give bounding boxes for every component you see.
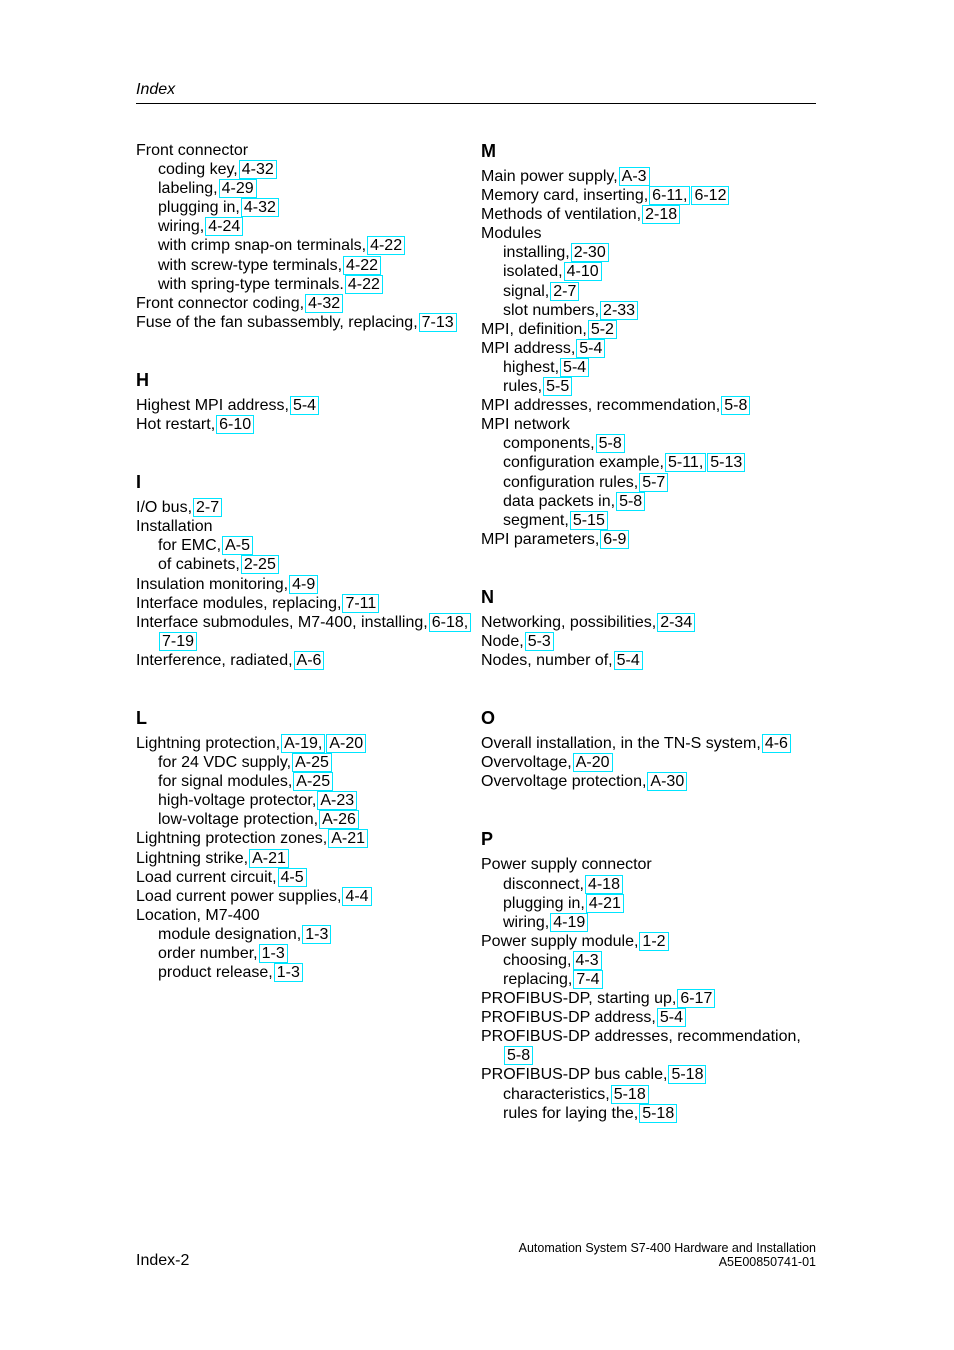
index-term: for signal modules, [158,773,293,791]
index-term: of cabinets, [158,556,240,574]
page-reference-link[interactable]: 5-18 [668,1065,706,1084]
index-entry [481,989,821,1008]
index-entry [136,868,476,887]
index-entry [481,415,821,434]
index-term: with screw-type terminals, [158,256,343,274]
index-term: Load current power supplies, [136,887,342,905]
page-reference-link[interactable]: A-21 [328,829,368,848]
page-reference-link[interactable]: 7-13 [419,313,457,332]
index-term: Fuse of the fan subassembly, replacing, [136,313,418,331]
page-reference-link[interactable]: 4-9 [289,575,318,594]
page-reference-link[interactable]: 6-12 [691,186,729,205]
index-letter-heading: I [136,472,142,493]
index-term: order number, [158,945,258,962]
index-term: for 24 VDC supply, [158,754,292,772]
page-reference-link[interactable]: 4-32 [239,160,277,179]
index-term: module designation, [158,925,302,943]
page-reference-link[interactable]: 2-33 [600,301,638,320]
index-term: replacing, [503,971,573,988]
index-term: Highest MPI address, [136,396,289,414]
index-entry [136,217,476,236]
index-term: data packets in, [503,492,616,510]
index-entry [481,434,821,453]
index-entry [481,632,821,651]
index-entry [136,632,476,651]
index-entry [481,511,821,530]
index-entry [481,339,821,358]
index-entry [481,301,821,320]
index-entry [481,913,821,932]
index-term: PROFIBUS-DP bus cable, [481,1066,668,1084]
page-reference-link[interactable]: 5-15 [570,511,608,530]
index-term: Modules [481,225,542,243]
index-entry [481,377,821,396]
index-entry [136,536,476,555]
index-entry [136,963,476,982]
index-term: PROFIBUS-DP, starting up, [481,990,677,1008]
index-entry [481,613,821,632]
index-entry [481,473,821,492]
index-entry [136,810,476,829]
spacer [136,332,476,370]
index-entry [136,594,476,613]
index-entry [481,530,821,549]
index-entry [136,734,476,753]
page-reference-link[interactable]: 4-18 [585,875,623,894]
index-entry [136,887,476,906]
index-term: Power supply module, [481,932,639,950]
page-reference-link[interactable]: 7-19 [159,632,197,651]
index-term: Overvoltage protection, [481,773,647,791]
page-reference-link[interactable]: 1-3 [302,925,331,944]
index-letter-heading: N [481,586,494,607]
spacer [481,549,821,587]
index-column-left [136,141,476,982]
index-entry [481,894,821,913]
index-term: with crimp snap-on terminals, [158,237,367,255]
index-entry [136,396,476,415]
running-header: Index [136,81,176,98]
index-entry [481,1065,821,1084]
index-term: disconnect, [503,875,584,893]
index-term: plugging in, [158,199,240,217]
page-reference-link[interactable]: A-3 [619,167,650,186]
page-reference-link[interactable]: 4-32 [305,294,343,313]
index-term: Location, M7-400 [136,906,260,924]
index-term: signal, [503,282,550,300]
index-term: isolated, [503,263,563,281]
page-reference-link[interactable]: 5-11, [665,453,706,472]
index-entry [136,275,476,294]
index-term: plugging in, [503,894,585,912]
index-term: product release, [158,964,273,982]
index-entry [481,1104,821,1123]
index-entry [136,517,476,536]
index-term: coding key, [158,161,238,179]
page-reference-link[interactable]: 5-4 [560,358,589,377]
index-term: I/O bus, [136,499,193,517]
page-reference-link[interactable]: 2-7 [550,282,579,301]
page-reference-link[interactable]: 4-3 [573,951,602,970]
index-term: Methods of ventilation, [481,206,642,224]
index-term: highest, [503,358,560,376]
page-reference-link[interactable]: A-5 [222,536,253,555]
index-entry [136,944,476,963]
index-letter-heading: M [481,141,496,161]
index-entry [481,932,821,951]
index-entry [481,1046,821,1065]
page-reference-link[interactable]: 1-2 [639,932,668,951]
index-entry [136,198,476,217]
index-term: PROFIBUS-DP address, [481,1009,656,1027]
publication-title: Automation System S7-400 Hardware and Installation [518,1241,816,1255]
index-column-right [481,141,821,1123]
index-entry [481,734,821,753]
page-reference-link[interactable]: 5-13 [707,453,745,472]
index-entry [136,772,476,791]
page-reference-link[interactable]: 2-25 [241,555,279,574]
index-entry [481,453,821,472]
page-reference-link[interactable]: A-25 [292,753,332,772]
index-entry [136,141,476,160]
index-entry [481,358,821,377]
page-reference-link[interactable]: 4-32 [241,198,279,217]
index-term: MPI parameters, [481,530,600,548]
index-entry [481,243,821,262]
index-entry [481,951,821,970]
page-reference-link[interactable]: 4-5 [278,868,307,887]
index-term: installing, [503,244,570,262]
index-entry [481,224,821,243]
index-entry [136,849,476,868]
index-entry [481,651,821,670]
page-reference-link[interactable]: 2-30 [571,243,609,262]
index-entry [136,791,476,810]
page-reference-link[interactable]: 4-4 [342,887,371,906]
page-reference-link[interactable]: 4-22 [367,236,405,255]
page-reference-link[interactable]: 4-21 [586,894,624,913]
index-term: rules, [503,378,543,396]
page-reference-link[interactable]: 5-4 [657,1008,686,1027]
index-term: PROFIBUS-DP addresses, recommendation, [481,1028,801,1046]
index-term: Overvoltage, [481,754,572,772]
index-entry [136,906,476,925]
index-entry [481,262,821,281]
page-reference-link[interactable]: 5-4 [576,339,605,358]
index-entry [481,167,821,186]
index-term: characteristics, [503,1085,610,1103]
index-term: Power supply connector [481,856,652,874]
page-reference-link[interactable]: 5-8 [504,1046,533,1065]
index-term: with spring-type terminals. [158,275,344,293]
spacer [481,791,821,829]
index-term: labeling, [158,180,218,198]
page-reference-link[interactable]: 4-29 [219,179,257,198]
index-entry [136,256,476,275]
page-reference-link[interactable]: 7-4 [573,970,602,989]
index-term: wiring, [158,218,205,236]
index-term: Lightning protection zones, [136,830,328,848]
index-letter-heading: L [136,707,147,728]
page-reference-link[interactable]: 5-7 [639,473,668,492]
page-reference-link[interactable]: 5-18 [611,1085,649,1104]
index-term: Interface submodules, M7-400, installing, [136,613,428,631]
index-term: Installation [136,518,213,536]
index-term: MPI address, [481,339,576,357]
index-entry [481,855,821,874]
index-entry [136,575,476,594]
spacer [136,670,476,708]
index-entry [136,179,476,198]
index-entry [136,925,476,944]
index-term: segment, [503,511,569,529]
index-term: Insulation monitoring, [136,575,289,593]
page-reference-link[interactable]: 4-22 [345,275,383,294]
page-reference-link[interactable]: A-23 [317,791,357,810]
page-reference-link[interactable]: 5-3 [525,632,554,651]
page-reference-link[interactable]: 6-18, [429,613,471,632]
index-letter-heading: P [481,829,494,850]
page-reference-link[interactable]: 5-4 [290,396,319,415]
page-reference-link[interactable]: 5-4 [614,651,643,670]
page-reference-link[interactable]: 6-10 [216,415,254,434]
index-term: configuration example, [503,454,664,472]
order-number: A5E00850741-01 [718,1255,816,1269]
page-reference-link[interactable]: A-21 [249,849,289,868]
index-term: MPI network [481,416,570,434]
page-reference-link[interactable]: 2-34 [657,613,695,632]
index-term: Main power supply, [481,168,618,185]
page-reference-link[interactable]: A-25 [293,772,333,791]
index-term: configuration rules, [503,473,639,491]
page-reference-link[interactable]: 4-24 [205,217,243,236]
index-term: MPI addresses, recommendation, [481,397,721,415]
index-entry [136,753,476,772]
page-reference-link[interactable]: 2-18 [642,205,680,224]
index-entry [481,282,821,301]
page-reference-link[interactable]: 2-7 [193,498,222,517]
index-entry [136,313,476,332]
index-entry [481,1008,821,1027]
page-reference-link[interactable]: 4-22 [343,256,381,275]
page-reference-link[interactable]: 4-10 [564,262,602,281]
index-entry [481,186,821,205]
page-reference-link[interactable]: 5-8 [721,396,750,415]
page-reference-link[interactable]: 5-18 [639,1104,677,1123]
header-rule [136,103,816,104]
page-reference-link[interactable]: A-19, [281,734,325,753]
page-reference-link[interactable]: 5-8 [616,492,645,511]
page-reference-link[interactable]: A-6 [294,651,325,670]
index-entry [481,396,821,415]
index-term: Nodes, number of, [481,652,613,670]
index-term: components, [503,435,595,453]
index-entry [481,320,821,339]
index-term: for EMC, [158,537,222,555]
index-term: Overall installation, in the TN-S system, [481,735,761,753]
page-number: Index-2 [136,1252,190,1269]
page-reference-link[interactable]: 5-8 [596,434,625,453]
index-term: Load current circuit, [136,868,277,886]
index-entry [481,205,821,224]
index-entry [136,294,476,313]
index-entry [136,555,476,574]
index-entry [481,753,821,772]
index-entry [136,613,476,632]
index-term: wiring, [503,913,550,931]
spacer [481,670,821,708]
index-term: choosing, [503,951,572,969]
index-letter-heading: H [136,369,149,390]
page-reference-link[interactable]: A-26 [319,810,359,829]
index-entry [136,415,476,434]
index-term: slot numbers, [503,301,600,319]
index-entry [136,829,476,848]
page-reference-link[interactable]: 1-3 [259,944,288,963]
page-reference-link[interactable]: 7-11 [342,594,379,613]
spacer [136,434,476,472]
index-entry [136,498,476,517]
page-reference-link[interactable]: A-20 [573,753,613,772]
index-term: Front connector coding, [136,294,305,312]
index-entry [136,236,476,255]
index-term: Memory card, inserting, [481,187,649,205]
page-reference-link[interactable]: 6-11, [649,186,690,205]
page-reference-link[interactable]: 5-5 [543,377,572,396]
index-term: Interface modules, replacing, [136,594,342,612]
page-reference-link[interactable]: A-20 [326,734,366,753]
index-term: Lightning strike, [136,849,249,867]
index-term: Lightning protection, [136,734,281,752]
footer-publication-info [519,1241,816,1269]
page-reference-link[interactable]: A-30 [647,772,687,791]
page-reference-link[interactable]: 4-19 [550,913,588,932]
index-entry [481,875,821,894]
index-term: low-voltage protection, [158,811,319,829]
index-entry [481,772,821,791]
index-entry [136,160,476,179]
page-reference-link[interactable]: 1-3 [274,963,303,982]
page-reference-link[interactable]: 4-6 [762,734,791,753]
index-entry [481,492,821,511]
index-term: rules for laying the, [503,1104,639,1122]
index-term: Networking, possibilities, [481,613,657,631]
index-term: Front connector [136,142,249,159]
page-reference-link[interactable]: 6-9 [600,530,629,549]
page-reference-link[interactable]: 5-2 [588,320,617,339]
index-entry [481,970,821,989]
index-term: Interference, radiated, [136,651,293,669]
index-entry [136,651,476,670]
page-reference-link[interactable]: 6-17 [677,989,715,1008]
index-entry [481,1085,821,1104]
index-letter-heading: O [481,708,496,729]
index-term: Node, [481,632,524,650]
index-term: Hot restart, [136,416,216,434]
index-term: high-voltage protector, [158,792,317,810]
index-entry [481,1027,821,1046]
index-term: MPI, definition, [481,320,587,338]
